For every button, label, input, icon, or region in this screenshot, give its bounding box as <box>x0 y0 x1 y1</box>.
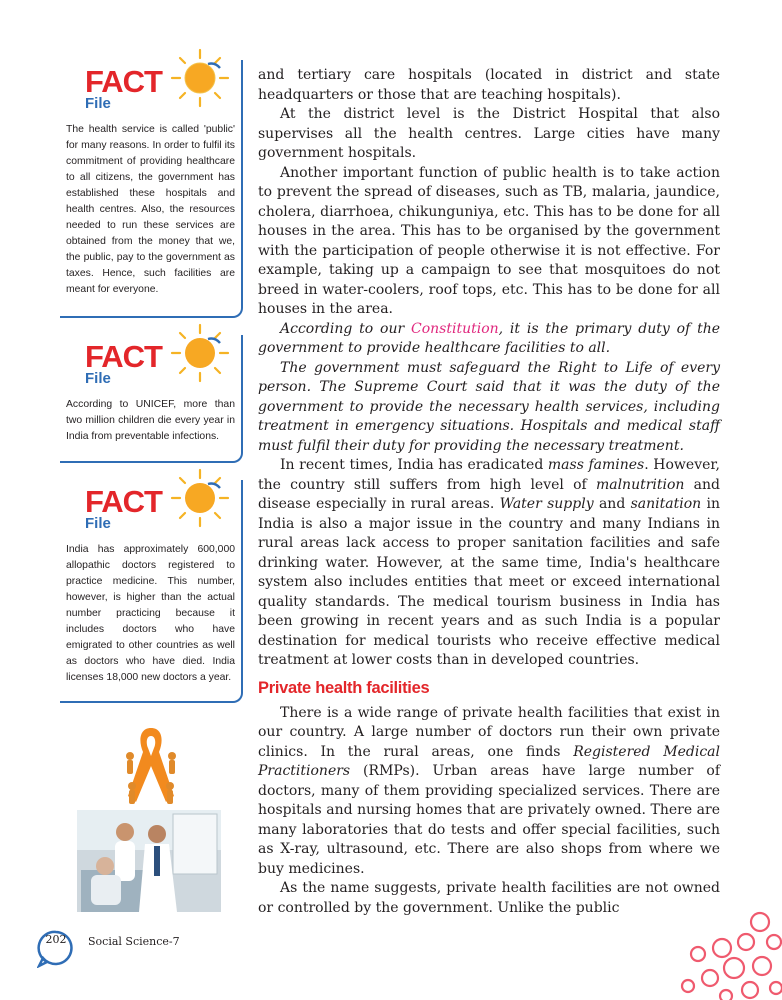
fact-text: The health service is called 'public' for many reasons. In order to fulfil its commitment of providing healthcare to all citizens, the government has established these hospitals and health centres. Also, the resources needed to run these services are obtained from the money that we, the public, pay to the government as taxes. Hence, such facilities are meant for everyone. <box>66 124 235 295</box>
italic-term: Registered Medical Practitioners <box>258 743 720 779</box>
text-span: , it is the primary duty of the government to provide healthcare facilities to all. <box>258 320 721 356</box>
text-span: (RMPs). Urban areas have large number of doctors, many of them providing specialized services. There are hospitals and nursing homes that are privately owned. There are many laboratories that do tests and offer special facilities, such as X-ray, ultrasound, etc. There are also shops from where we buy medicines. <box>258 763 720 877</box>
fact-box-header <box>60 60 241 122</box>
fact-box-2 <box>60 335 243 463</box>
text-span: and disease especially in rural areas. <box>258 476 720 512</box>
fact-text: According to UNICEF, more than two million children die every year in India from preventable infections. <box>66 399 235 442</box>
fact-box-3 <box>60 480 243 703</box>
fact-text: India has approximately 600,000 allopathic doctors registered to practice medicine. This number, however, is higher than the actual number practicing because it includes doctors who have emigrated to other countries as well as doctors who have died. India licenses 18,000 new doctors a year. <box>66 544 235 683</box>
text-span: There is a wide range of private health facilities that exist in our country. A large number of doctors run their own private clinics. In the rural areas, one finds <box>258 704 720 760</box>
fact-subtitle: File <box>85 370 111 387</box>
awareness-ribbon-illustration <box>118 718 184 806</box>
paragraph: At the district level is the District Hospital that also supervises all the health centres. Large cities have many government hospitals. <box>258 106 720 161</box>
molecule-decoration <box>676 908 782 1000</box>
sun-icon <box>168 321 232 385</box>
sun-icon <box>168 46 232 110</box>
italic-term: mass famines <box>547 457 645 473</box>
fact-title: FACT <box>85 64 162 99</box>
italic-term: Water supply <box>499 496 594 512</box>
text-span: and <box>593 496 631 512</box>
sun-icon <box>168 466 232 530</box>
paragraph: and tertiary care hospitals (located in district and state headquarters or those that are teaching hospitals). <box>258 67 720 103</box>
fact-box-header <box>60 480 241 542</box>
paragraph: As the name suggests, private health facilities are not owned or controlled by the government. Unlike the public <box>258 880 720 916</box>
paragraph <box>258 320 720 359</box>
text-span: . However, the country still suffers from high level of <box>258 457 721 493</box>
fact-title: FACT <box>85 339 162 374</box>
paragraph: Another important function of public health is to take action to prevent the spread of diseases, such as TB, malaria, jaundice, cholera, diarrhoea, chikunguniya, etc. This has to be done for all houses in the area. This has to be organised by the government with the participation of people otherwise it is not effective. For example, taking up a campaign to see that mosquitoes do not breed in water-coolers, roof tops, etc. This has to be done for all houses in the area. <box>258 164 720 317</box>
section-heading: Private health facilities <box>258 678 430 697</box>
hospital-photo <box>77 810 221 912</box>
text-span: In recent times, India has eradicated <box>280 457 548 473</box>
text-span: According to our <box>280 320 412 337</box>
italic-term: sanitation <box>630 496 702 512</box>
italic-term: malnutrition <box>595 476 685 493</box>
page-number: 202 <box>45 933 67 946</box>
paragraph <box>258 456 720 671</box>
paragraph: The government must safeguard the Right to Life of every person. The Supreme Court said that it was the duty of the government to provide the necessary health services, including treatment in emergency situations. Hospitals and medical staff must fulfil their duty for providing the necessary treatment. <box>258 359 720 454</box>
paragraph <box>258 704 720 880</box>
constitution-link[interactable]: Constitution <box>411 320 499 337</box>
main-text-column <box>258 66 720 918</box>
fact-subtitle: File <box>85 95 111 112</box>
book-title: Social Science-7 <box>88 935 180 948</box>
text-span: in India is also a major issue in the country and many Indians in rural areas lack access to proper sanitation facilities and safe drinking water. However, at the same time, India's healthcare system also includes entities that meet or exceed international quality standards. The medical tourism business in India has been growing in recent years and as such India is a popular destination for medical tourists who receive effective medical treatment at lower costs than in developed countries. <box>258 496 720 668</box>
fact-box-1 <box>60 60 243 318</box>
fact-subtitle: File <box>85 515 111 532</box>
fact-box-header <box>60 335 241 397</box>
fact-title: FACT <box>85 484 162 519</box>
